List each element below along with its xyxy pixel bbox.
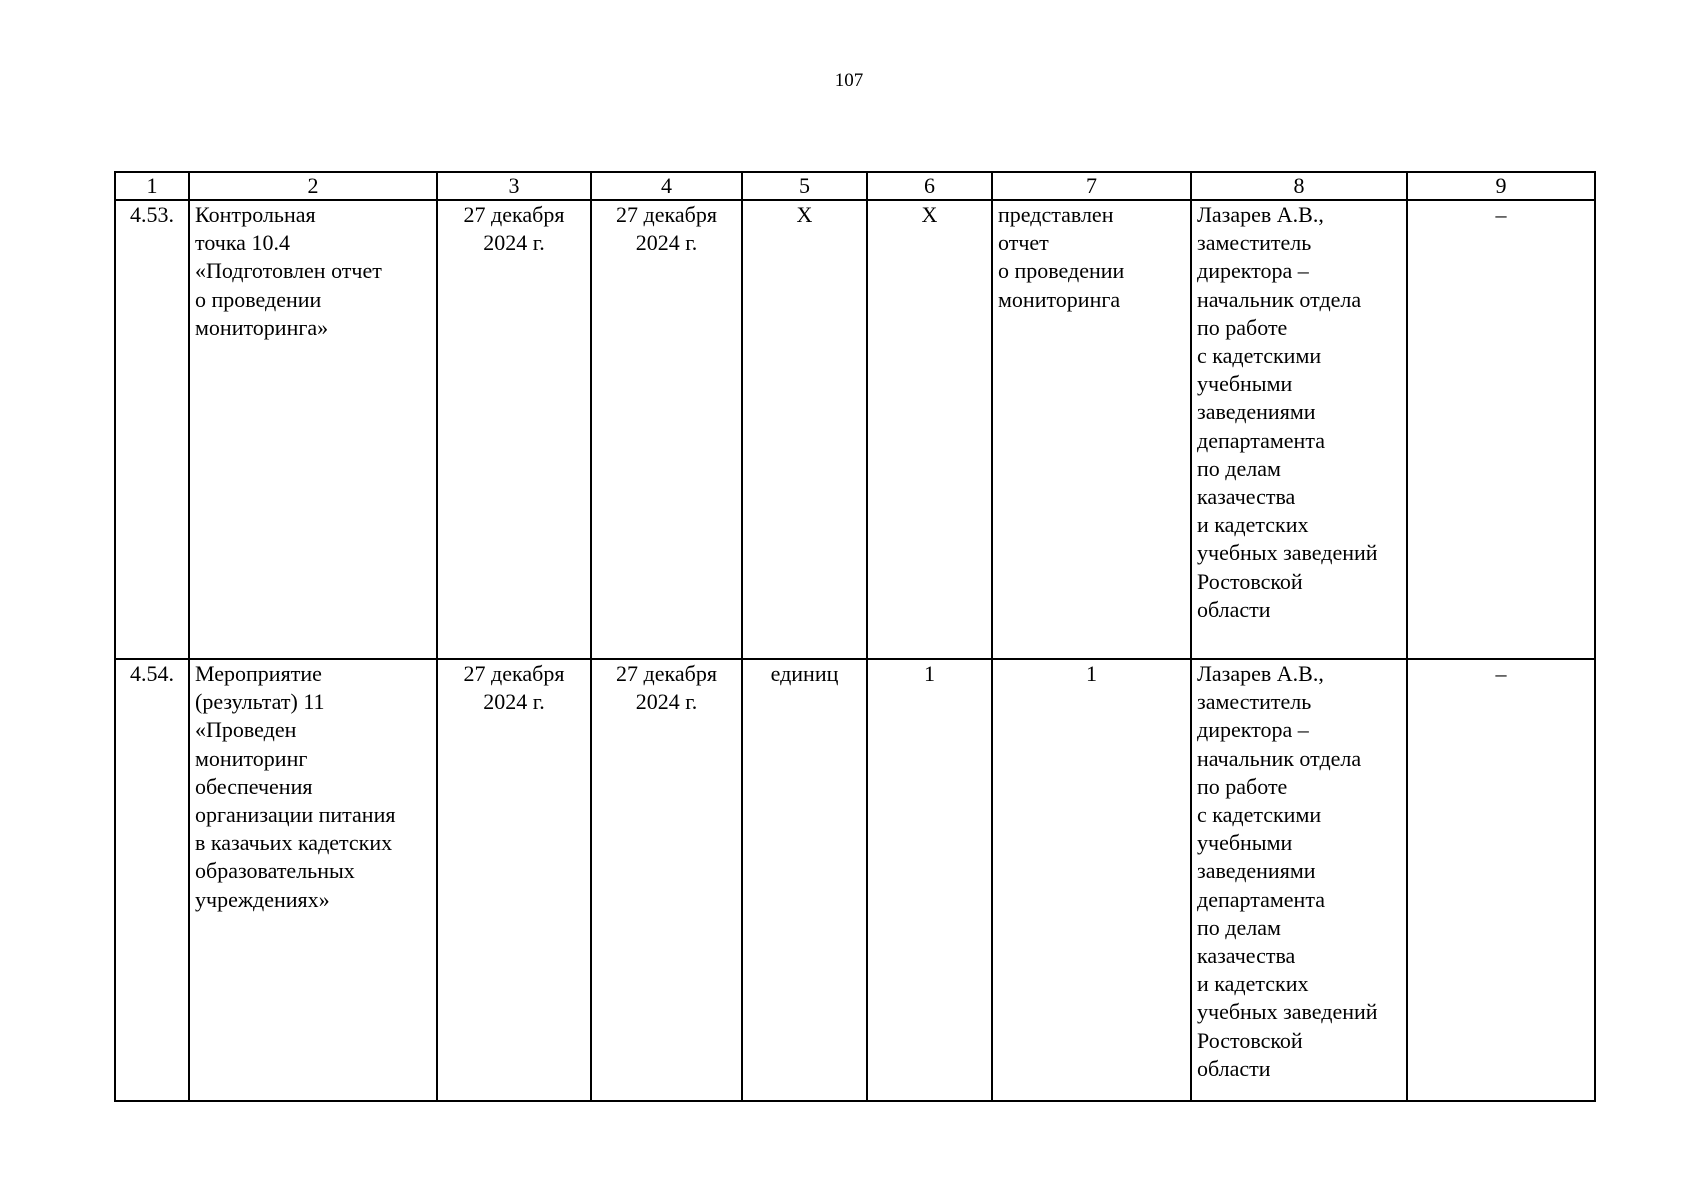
column-header-2: 2 — [189, 172, 437, 200]
row-number-cell — [115, 200, 189, 659]
column-header-9: 9 — [1407, 172, 1595, 200]
column-header-6: 6 — [867, 172, 992, 200]
column-header-5: 5 — [742, 172, 867, 200]
unit: единиц — [770, 661, 839, 686]
note: – — [1495, 202, 1507, 227]
column-header-1: 1 — [115, 172, 189, 200]
result-cell — [992, 659, 1191, 1101]
note-cell — [1407, 200, 1595, 659]
responsible-cell — [1191, 659, 1407, 1101]
plan-value: Х — [921, 202, 938, 227]
column-header-8: 8 — [1191, 172, 1407, 200]
plan-value-cell — [867, 200, 992, 659]
item-name: Контрольная точка 10.4 «Подготовлен отчет о проведении мониторинга» — [195, 202, 382, 340]
unit-cell — [742, 200, 867, 659]
column-header-7: 7 — [992, 172, 1191, 200]
result-cell — [992, 200, 1191, 659]
column-header-4: 4 — [591, 172, 742, 200]
plan-value-cell — [867, 659, 992, 1101]
page-number: 107 — [834, 70, 864, 91]
responsible: Лазарев А.В., заместитель директора – начальник отдела по работе с кадетскими учебными заведениями департамента по делам казачества и кадетских учебных заведений Ростовской области — [1197, 661, 1378, 1081]
unit: Х — [796, 202, 813, 227]
table-row — [115, 200, 1595, 659]
result: представлен отчет о проведении мониторинга — [998, 202, 1125, 312]
start-date: 27 декабря 2024 г. — [463, 661, 565, 715]
end-date: 27 декабря 2024 г. — [616, 202, 717, 256]
table-row — [115, 659, 1595, 1101]
end-date-cell — [591, 200, 742, 659]
start-date: 27 декабря 2024 г. — [463, 202, 565, 256]
column-number-row — [115, 172, 1595, 200]
column-header-3: 3 — [437, 172, 591, 200]
end-date: 27 декабря 2024 г. — [616, 661, 717, 715]
plan-table — [114, 171, 1596, 1102]
item-name: Мероприятие (результат) 11 «Проведен мониторинг обеспечения организации питания в казачьих кадетских образовательных учреждениях» — [195, 661, 396, 912]
start-date-cell — [437, 200, 591, 659]
end-date-cell — [591, 659, 742, 1101]
note-cell — [1407, 659, 1595, 1101]
result: 1 — [1086, 661, 1097, 686]
row-number: 4.54. — [130, 661, 174, 686]
row-number: 4.53. — [130, 202, 174, 227]
responsible: Лазарев А.В., заместитель директора – начальник отдела по работе с кадетскими учебными заведениями департамента по делам казачества и кадетских учебных заведений Ростовской области — [1197, 202, 1378, 622]
unit-cell — [742, 659, 867, 1101]
item-name-cell — [189, 200, 437, 659]
item-name-cell — [189, 659, 437, 1101]
plan-value: 1 — [924, 661, 935, 686]
responsible-cell — [1191, 200, 1407, 659]
row-number-cell — [115, 659, 189, 1101]
note: – — [1495, 661, 1507, 686]
start-date-cell — [437, 659, 591, 1101]
